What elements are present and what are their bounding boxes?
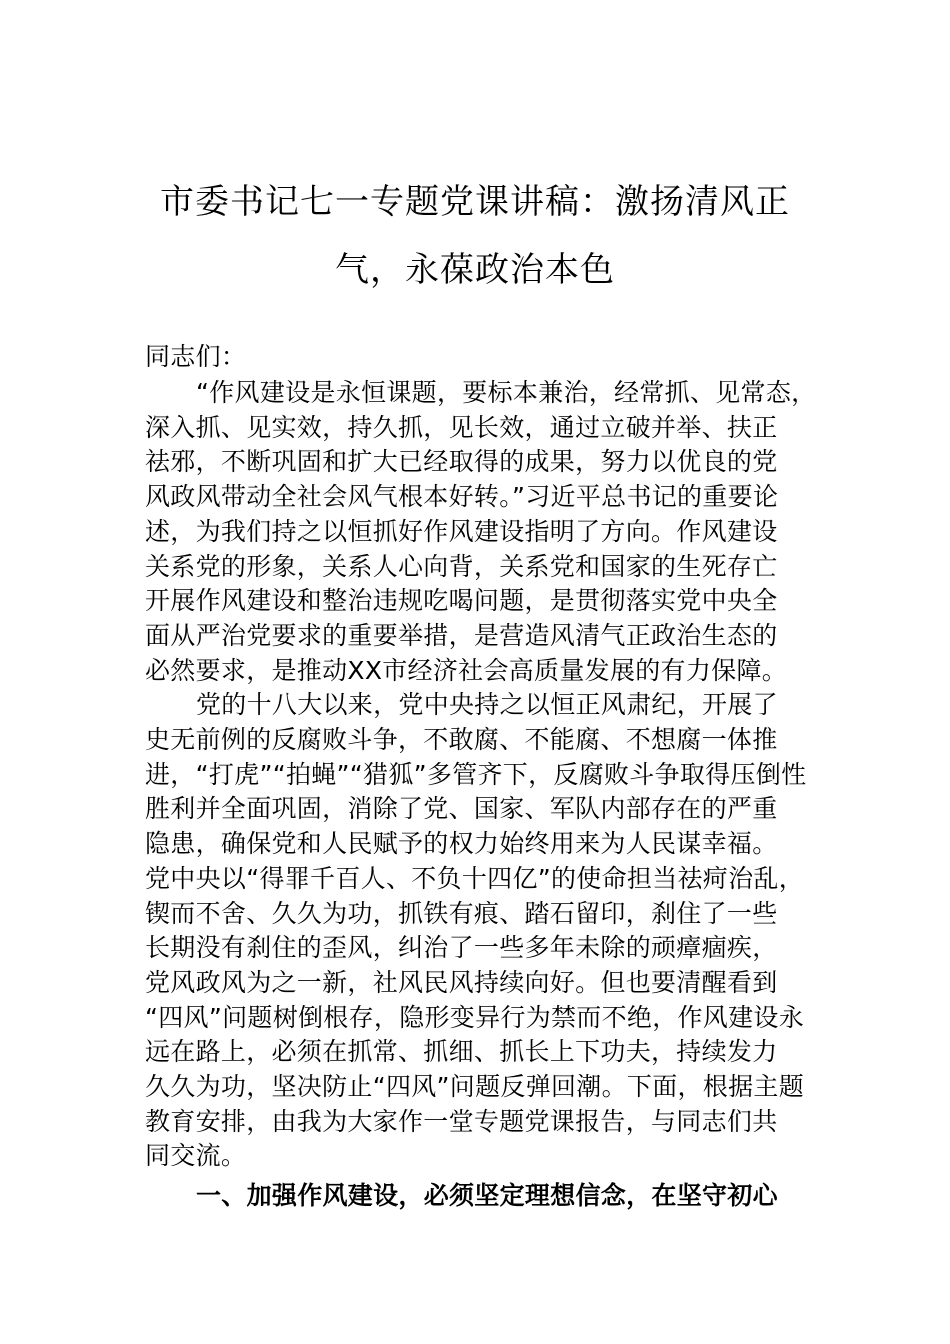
paragraph-1-line-1: “作风建设是永恒课题，要标本兼治，经常抓、见常态， bbox=[196, 378, 817, 407]
paragraph-2-line-2: 史无前例的反腐败斗争，不敢腐、不能腐、不想腐一体推 bbox=[145, 725, 778, 754]
section-heading-1: 一、加强作风建设，必须坚定理想信念，在坚守初心 bbox=[196, 1181, 778, 1210]
paragraph-2-line-6: 党中央以“得罪千百人、不负十四亿”的使命担当祛疴治乱， bbox=[145, 863, 805, 893]
paragraph-2-line-12: 久久为功，坚决防止“四风”问题反弹回潮。下面，根据主题 bbox=[145, 1072, 805, 1101]
paragraph-2-line-8: 长期没有刹住的歪风，纠治了一些多年未除的顽瘴痼疾， bbox=[145, 933, 778, 963]
paragraph-1-line-8: 面从严治党要求的重要举措，是营造风清气正政治生态的 bbox=[145, 620, 778, 650]
paragraph-2-line-5: 隐患，确保党和人民赋予的权力始终用来为人民谋幸福。 bbox=[145, 829, 778, 859]
paragraph-2-line-1: 党的十八大以来，党中央持之以恒正风肃纪，开展了 bbox=[196, 690, 778, 720]
paragraph-2-line-11: 远在路上，必须在抓常、抓细、抓长上下功夫，持续发力 bbox=[145, 1037, 778, 1067]
paragraph-2-line-4: 胜利并全面巩固，消除了党、国家、军队内部存在的严重 bbox=[145, 794, 778, 824]
paragraph-2-line-13: 教育安排，由我为大家作一堂专题党课报告，与同志们共 bbox=[145, 1106, 778, 1136]
paragraph-1-line-9: 必然要求，是推动XX市经济社会高质量发展的有力保障。 bbox=[145, 655, 788, 685]
document-title-line-2: 气，永葆政治本色 bbox=[335, 250, 615, 290]
paragraph-2-line-7: 锲而不舍、久久为功，抓铁有痕、踏石留印，刹住了一些 bbox=[145, 898, 778, 928]
paragraph-2-line-9: 党风政风为之一新，社风民风持续向好。但也要清醒看到 bbox=[145, 967, 778, 997]
paragraph-2-line-3: 进，“打虎”“拍蝇”“猎狐”多管齐下，反腐败斗争取得压倒性 bbox=[145, 759, 807, 789]
paragraph-2-line-14: 同交流。 bbox=[145, 1141, 247, 1171]
paragraph-1-line-2: 深入抓、见实效，持久抓，见长效，通过立破并举、扶正 bbox=[145, 412, 778, 442]
paragraph-2-line-10: “四风”问题树倒根存，隐形变异行为禁而不绝，作风建设永 bbox=[145, 1002, 805, 1032]
salutation: 同志们： bbox=[145, 342, 247, 371]
paragraph-1-line-7: 开展作风建设和整治违规吃喝问题，是贯彻落实党中央全 bbox=[145, 586, 778, 616]
paragraph-1-line-3: 祛邪，不断巩固和扩大已经取得的成果，努力以优良的党 bbox=[145, 447, 778, 477]
paragraph-1-line-6: 关系党的形象，关系人心向背，关系党和国家的生死存亡 bbox=[145, 551, 778, 581]
paragraph-1-line-4: 风政风带动全社会风气根本好转。”习近平总书记的重要论 bbox=[145, 482, 779, 512]
paragraph-1-line-5: 述，为我们持之以恒抓好作风建设指明了方向。作风建设 bbox=[145, 516, 778, 546]
document-title-line-1: 市委书记七一专题党课讲稿：激扬清风正 bbox=[160, 182, 790, 222]
